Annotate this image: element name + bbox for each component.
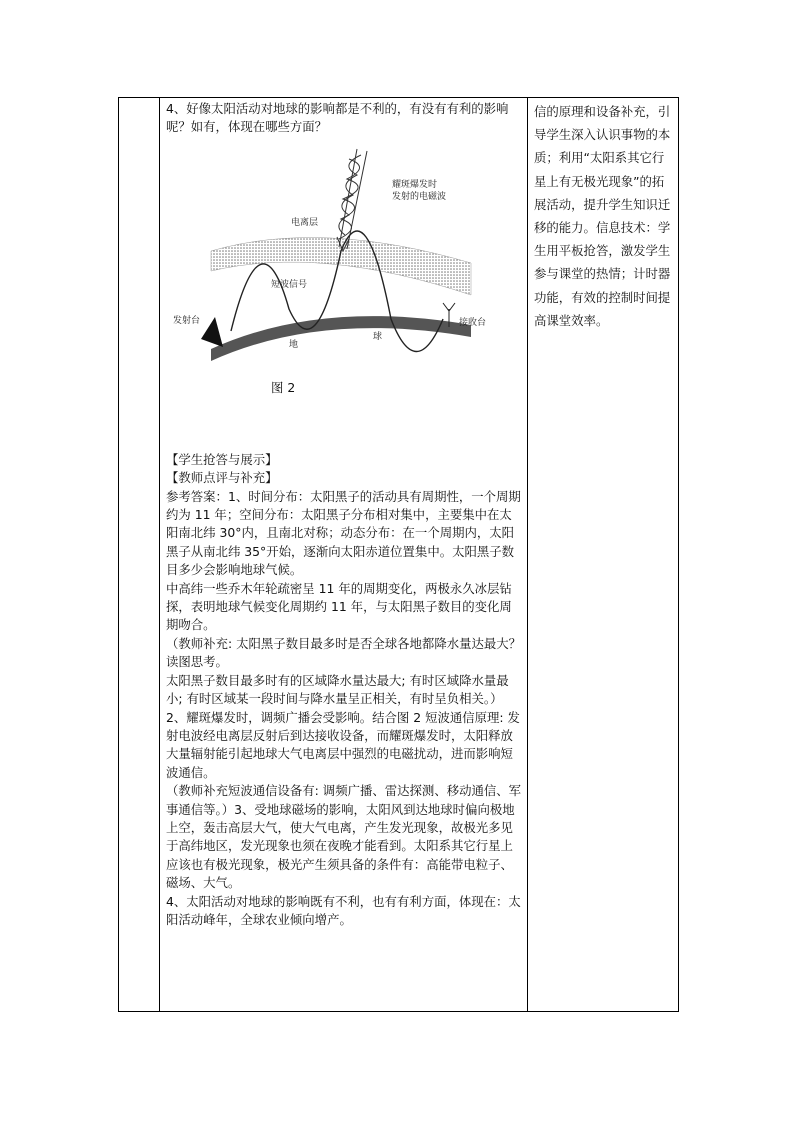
column-divider — [159, 98, 160, 1011]
design-intent-cell — [528, 98, 679, 332]
label-transmitter: 发射台 — [173, 315, 201, 326]
label-earth-1: 地 — [289, 339, 299, 350]
figure-caption: 图 2 — [271, 379, 296, 395]
lesson-table — [118, 97, 679, 1012]
earth-surface — [211, 316, 471, 361]
label-flare: 耀斑爆发时 — [392, 179, 438, 190]
answer-paragraph-1: 参考答案：1、时间分布：太阳黑子的活动具有周期性，一个周期约为 11 年；空间分布：太阳黑子分布相对集中，主要集中在太阳南北纬 30°内，且南北对称；动态分布：在一个周期内，太阳黑子从南北纬 35°开始，逐渐向太阳赤道位置集中。太阳黑子数目多少会影响地球气候。 — [166, 488, 521, 578]
shortwave-diagram — [171, 139, 487, 395]
heading-teacher: 【教师点评与补充】 — [166, 470, 278, 486]
main-content-cell — [161, 98, 527, 929]
answer-paragraph-6: （教师补充短波通信设备有: 调频广播、雷达探测、移动通信、军事通信等。）3、受地球磁场的影响，太阳风到达地球时偏向极地上空，轰击高层大气，使大气电离，产生发光现象，故极光多见于高纬地区，发光现象也须在夜晚才能看到。太阳系其它行星上应该也有极光现象，极光产生须具备的条件有：高能带电粒子、磁场、大气。 — [166, 783, 522, 891]
question-text: 4、好像太阳活动对地球的影响都是不利的，有没有有利的影响呢？如有，体现在哪些方面？ — [166, 101, 509, 135]
answer-paragraph-5: 2、耀斑爆发时，调频广播会受影响。结合图 2 短波通信原理: 发射电波经电离层反射后到达接收设备，而耀斑爆发时，太阳释放大量辐射能引起地球大气电离层中强烈的电磁扰动，进而影响短波通信。 — [166, 709, 520, 780]
label-wave: 发射的电磁波 — [392, 191, 447, 202]
label-signal: 短波信号 — [271, 279, 308, 290]
label-receiver: 接收台 — [459, 317, 487, 328]
answer-paragraph-4: 太阳黑子数目最多时有的区域降水量达最大; 有时区域降水量最小; 有时区域某一段时间与降水量呈正相关，有时呈负相关。） — [166, 672, 509, 707]
flare-wave — [337, 149, 367, 251]
answer-paragraph-7: 4、太阳活动对地球的影响既有不利，也有有利方面，体现在：太阳活动峰年，全球农业倾向增产。 — [166, 893, 521, 927]
spacer — [166, 364, 523, 451]
label-ionosphere: 电离层 — [291, 217, 319, 228]
transmitter-tower — [201, 317, 223, 347]
heading-student: 【学生抢答与展示】 — [166, 451, 278, 467]
label-earth-2: 球 — [373, 331, 383, 342]
answer-paragraph-3: （教师补充: 太阳黑子数目最多时是否全球各地都降水量达最大？读图思考。 — [166, 635, 522, 670]
design-intent-text: 信的原理和设备补充，引导学生深入认识事物的本质；利用“太阳系其它行星上有无极光现象”的拓展活动，提升学生知识迁移的能力。信息技术：学生用平板抢答，激发学生参与课堂的热情；计时器功能，有效的控制时间提高课堂效率。 — [534, 104, 671, 328]
shortwave-diagram-svg — [171, 139, 487, 364]
answer-paragraph-2: 中高纬一些乔木年轮疏密呈 11 年的周期变化，两极永久冰层钻探，表明地球气候变化周期约 11 年，与太阳黑子数目的变化周期吻合。 — [166, 580, 512, 633]
